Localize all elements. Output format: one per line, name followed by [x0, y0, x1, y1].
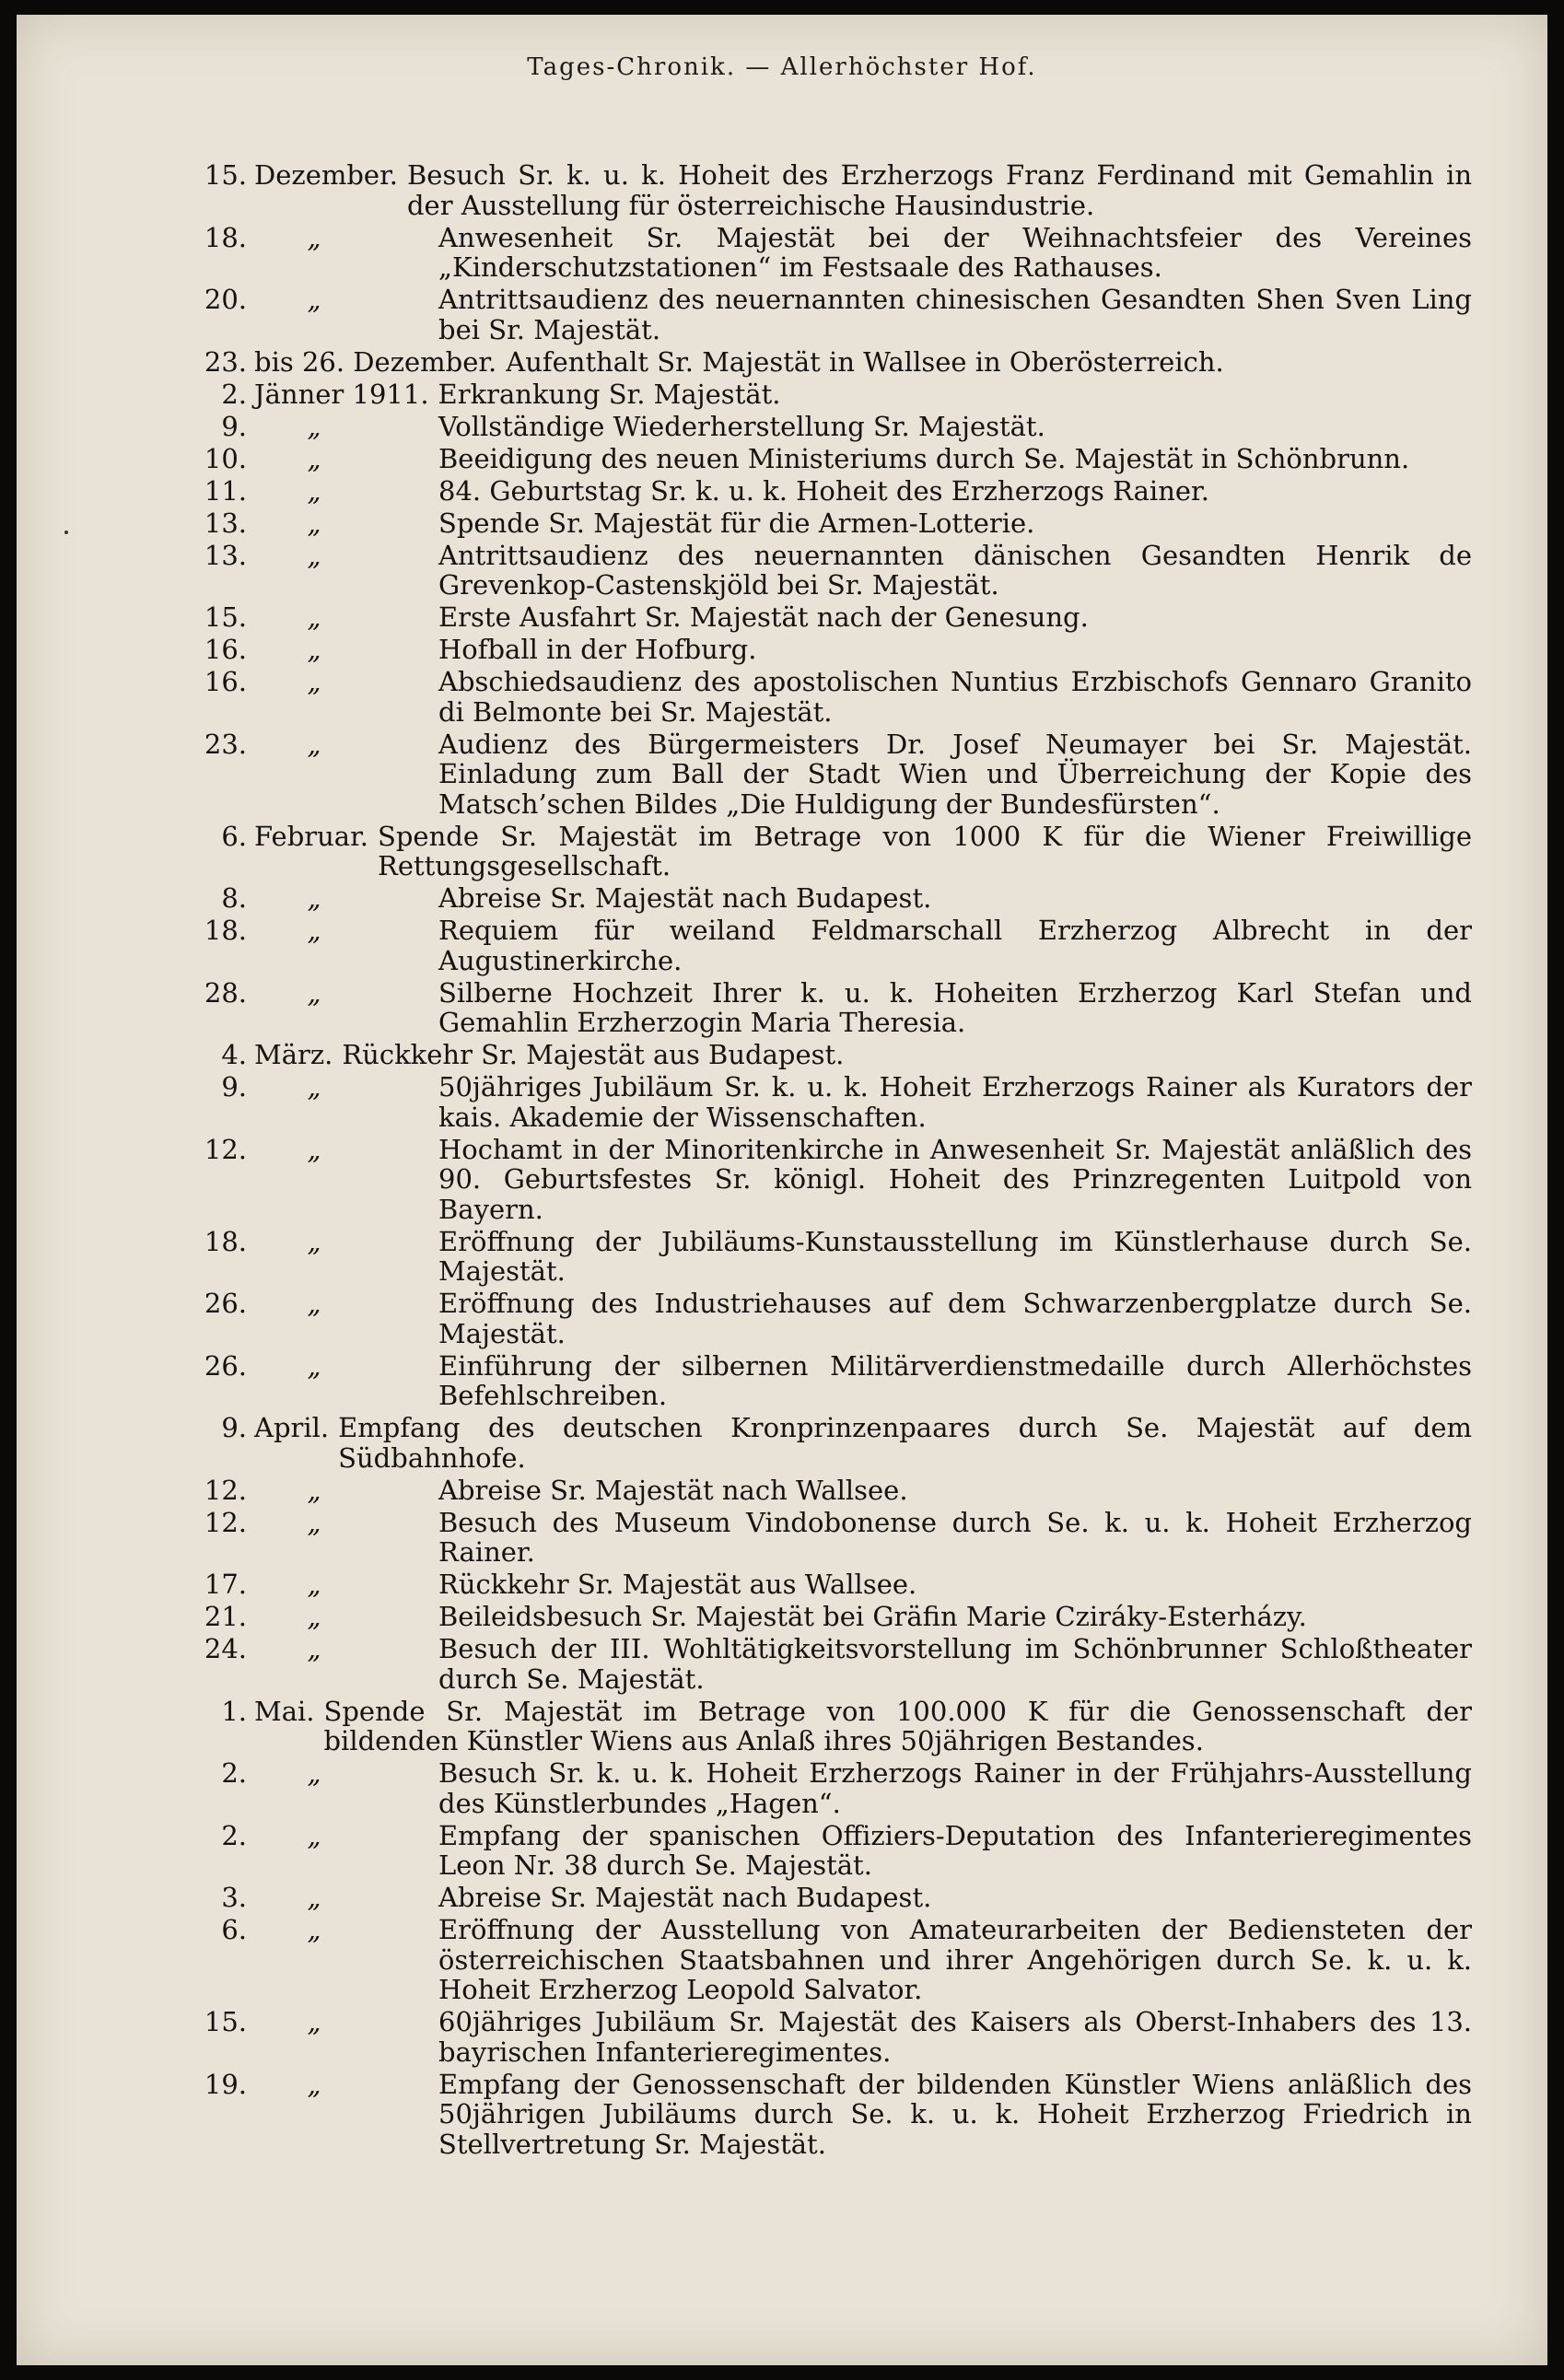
chronicle-entry [201, 1821, 1472, 1881]
entry-text: Spende Sr. Majestät im Betrage von 100.000 K für die Genossenschaft der bildenden Künstler Wiens aus Anlaß ihres 50jährigen Bestandes. [323, 1695, 1472, 1756]
chronicle-entry [201, 1508, 1472, 1568]
ditto-mark: „ [307, 1914, 321, 1945]
entry-text: Eröffnung der Ausstellung von Amateurarbeiten der Bediensteten der österreichischen Staatsbahnen und ihrer Angehörigen durch Se. k. u. k. Hoheit Erzherzog Leopold Salvator. [438, 1914, 1472, 2005]
entry-text: Empfang des deutschen Kronprinzenpaares durch Se. Majestät auf dem Südbahnhofe. [338, 1412, 1472, 1474]
ditto-mark: „ [307, 728, 321, 760]
chronicle-entry [201, 1883, 1472, 1913]
entry-date [201, 508, 438, 539]
chronicle-entry [201, 476, 1472, 507]
chronicle-entry [201, 160, 1472, 220]
entry-text: Eröffnung der Jubiläums-Kunstausstellung im Künstlerhause durch Se. Majestät. [438, 1225, 1472, 1287]
entry-day: 20. [204, 284, 247, 315]
entry-date [201, 444, 438, 474]
ditto-mark: „ [307, 1882, 321, 1913]
ditto-mark: „ [307, 1506, 321, 1538]
entry-day: 19. [204, 2068, 247, 2100]
entry-day: 15. [204, 159, 247, 191]
entry-date [201, 1040, 342, 1070]
chronicle-entry [201, 1072, 1472, 1132]
chronicle-entry [201, 822, 1472, 881]
entry-date [201, 347, 506, 378]
entry-day: 9. [221, 410, 247, 442]
entry-day: 18. [204, 1225, 247, 1257]
document-page [17, 15, 1547, 2365]
ditto-mark: „ [307, 1757, 321, 1789]
entry-text: Eröffnung des Industriehauses auf dem Schwarzenbergplatze durch Se. Majestät. [438, 1288, 1472, 1349]
entry-day: 13. [204, 539, 247, 571]
running-head: Tages-Chronik. — Allerhöchster Hof. [527, 53, 1037, 81]
entry-month: April. [254, 1412, 330, 1443]
entry-text: 84. Geburtstag Sr. k. u. k. Hoheit des Erzherzogs Rainer. [438, 474, 1209, 507]
ditto-mark: „ [307, 221, 321, 253]
ditto-mark: „ [307, 1349, 321, 1382]
chronicle-entry [201, 635, 1472, 665]
entry-day: 9. [221, 1071, 247, 1102]
entry-text: Abreise Sr. Majestät nach Budapest. [438, 1882, 932, 1913]
entry-month: Februar. [254, 820, 368, 852]
entry-day: 15. [204, 601, 247, 633]
entry-day: 10. [204, 442, 247, 474]
entry-date [201, 602, 438, 633]
ditto-mark: „ [307, 2006, 321, 2037]
chronicle-entry [201, 2007, 1472, 2067]
ditto-mark: „ [307, 666, 321, 697]
entry-day: 11. [204, 474, 247, 507]
chronicle-entry [201, 602, 1472, 633]
entry-text: Silberne Hochzeit Ihrer k. u. k. Hoheiten Erzherzog Karl Stefan und Gemahlin Erzherzogin Maria Theresia. [438, 976, 1472, 1038]
ditto-mark: „ [307, 507, 321, 539]
chronicle-entry [201, 1413, 1472, 1473]
chronicle-entry [201, 1697, 1472, 1756]
ditto-mark: „ [307, 1071, 321, 1102]
entry-text: 50jähriges Jubiläum Sr. k. u. k. Hoheit Erzherzogs Rainer als Kurators der kais. Akademie der Wissenschaften. [438, 1071, 1472, 1133]
entry-text: Besuch des Museum Vindobonense durch Se. k. u. k. Hoheit Erzherzog Rainer. [438, 1506, 1472, 1568]
entry-month: Dezember. [254, 159, 398, 191]
ditto-mark: „ [307, 976, 321, 1009]
entry-date [201, 1883, 438, 1913]
entry-month: Mai. [254, 1695, 315, 1727]
chronicle-entry [201, 1351, 1472, 1411]
chronicle-entry [201, 541, 1472, 601]
entry-date [201, 667, 438, 727]
entry-text: Empfang der spanischen Offiziers-Deputation des Infanterieregimentes Leon Nr. 38 durch Se. Majestät. [438, 1819, 1472, 1881]
entry-text: Besuch Sr. k. u. k. Hoheit des Erzherzogs Franz Ferdinand mit Gemahlin in der Ausstellung für österreichische Hausindustrie. [406, 159, 1472, 221]
entry-date [201, 635, 438, 665]
entry-text: Abreise Sr. Majestät nach Budapest. [438, 882, 932, 914]
entry-text: Antrittsaudienz des neuernannten dänischen Gesandten Henrik de Grevenkop-Castenskjöld bei Sr. Majestät. [438, 539, 1472, 601]
entry-text: Hochamt in der Minoritenkirche in Anwesenheit Sr. Majestät anläßlich des 90. Geburtsfestes Sr. königl. Hoheit des Prinzregenten Luitpold von Bayern. [438, 1133, 1472, 1225]
entry-date [201, 1135, 438, 1225]
entry-day: 2. [221, 378, 247, 410]
entry-text: Rückkehr Sr. Majestät aus Budapest. [342, 1039, 845, 1070]
entry-day: 12. [204, 1474, 247, 1506]
entry-date [201, 916, 438, 975]
entry-text: Erste Ausfahrt Sr. Majestät nach der Genesung. [438, 601, 1089, 633]
entry-text: Vollständige Wiederherstellung Sr. Majestät. [438, 410, 1045, 442]
entry-day: 16. [204, 666, 247, 697]
entry-date [201, 379, 438, 410]
entry-text: Beileidsbesuch Sr. Majestät bei Gräfin Marie Cziráky-Esterházy. [438, 1601, 1307, 1632]
entry-day: 6. [221, 1914, 247, 1945]
entry-date [201, 729, 438, 820]
entry-date [201, 1569, 438, 1600]
entry-day: 18. [204, 221, 247, 253]
entry-date [201, 541, 438, 601]
entry-text: Audienz des Bürgermeisters Dr. Josef Neumayer bei Sr. Majestät. Einladung zum Ball der Stadt Wien und Überreichung der Kopie des Matsch’schen Bildes „Die Huldigung der Bundesfürsten“. [438, 728, 1472, 820]
entry-text: Antrittsaudienz des neuernannten chinesischen Gesandten Shen Sven Ling bei Sr. Majestät. [438, 284, 1472, 345]
entry-day: 28. [204, 976, 247, 1009]
entry-date [201, 883, 438, 914]
entry-date [201, 978, 438, 1038]
entry-date [201, 285, 438, 344]
ditto-mark: „ [307, 1133, 321, 1165]
chronicle-entry [201, 1040, 1472, 1070]
entry-day: 12. [204, 1506, 247, 1538]
chronicle-entry [201, 1227, 1472, 1287]
entry-date [201, 1289, 438, 1348]
chronicle-entry [201, 347, 1472, 378]
entry-text: Erkrankung Sr. Majestät. [438, 378, 781, 410]
entry-date [201, 1413, 338, 1473]
entry-day: 18. [204, 915, 247, 946]
ditto-mark: „ [307, 2068, 321, 2100]
entry-date [201, 2007, 438, 2067]
entry-text: Aufenthalt Sr. Majestät in Wallsee in Oberösterreich. [506, 345, 1224, 378]
entry-text: Einführung der silbernen Militärverdienstmedaille durch Allerhöchstes Befehlschreiben. [438, 1349, 1472, 1411]
entry-date [201, 412, 438, 442]
entry-month: bis 26. Dezember. [254, 345, 497, 378]
ditto-mark: „ [307, 1633, 321, 1664]
chronicle-entry [201, 1915, 1472, 2005]
entry-date [201, 160, 407, 220]
ditto-mark: „ [307, 1474, 321, 1506]
entry-date [201, 822, 378, 881]
entry-text: Abschiedsaudienz des apostolischen Nuntius Erzbischofs Gennaro Granito di Belmonte bei Sr. Majestät. [438, 666, 1472, 728]
entry-text: Abreise Sr. Majestät nach Wallsee. [438, 1474, 908, 1506]
entry-date [201, 2070, 438, 2160]
chronicle-entry [201, 667, 1472, 727]
entry-text: Spende Sr. Majestät im Betrage von 1000 K für die Wiener Freiwillige Rettungsgesellschaft. [378, 820, 1472, 881]
entry-date [201, 1227, 438, 1287]
ditto-mark: „ [307, 474, 321, 507]
chronicle-entry [201, 978, 1472, 1038]
entry-text: 60jähriges Jubiläum Sr. Majestät des Kaisers als Oberst-Inhabers des 13. bayrischen Infanterieregimentes. [438, 2006, 1472, 2068]
chronicle-entry [201, 1758, 1472, 1818]
entry-date [201, 1634, 438, 1694]
speck [64, 531, 68, 534]
entry-date [201, 476, 438, 507]
entry-day: 17. [204, 1569, 247, 1600]
ditto-mark: „ [307, 601, 321, 633]
ditto-mark: „ [307, 1819, 321, 1851]
entry-day: 6. [221, 820, 247, 852]
entry-text: Besuch Sr. k. u. k. Hoheit Erzherzogs Rainer in der Frühjahrs-Ausstellung des Künstlerbundes „Hagen“. [438, 1757, 1472, 1819]
entry-day: 2. [221, 1819, 247, 1851]
entry-day: 12. [204, 1133, 247, 1165]
entry-date [201, 1508, 438, 1568]
ditto-mark: „ [307, 442, 321, 474]
chronicle-entry [201, 1634, 1472, 1694]
entry-day: 15. [204, 2006, 247, 2037]
chronicle-entry [201, 1602, 1472, 1632]
entry-day: 23. [204, 345, 247, 378]
ditto-mark: „ [307, 1569, 321, 1600]
entry-month: März. [254, 1039, 333, 1070]
entry-day: 8. [221, 882, 247, 914]
entry-day: 21. [204, 1601, 247, 1632]
ditto-mark: „ [307, 1225, 321, 1257]
chronicle-entry [201, 223, 1472, 283]
chronicle-entry [201, 1476, 1472, 1506]
chronicle-entry [201, 729, 1472, 820]
entry-text: Spende Sr. Majestät für die Armen-Lotterie. [438, 507, 1035, 539]
entry-date [201, 1476, 438, 1506]
entry-date [201, 1602, 438, 1632]
entry-date [201, 223, 438, 283]
entry-day: 26. [204, 1349, 247, 1382]
entry-day: 1. [221, 1695, 247, 1727]
chronicle-entry [201, 444, 1472, 474]
ditto-mark: „ [307, 410, 321, 442]
entry-date [201, 1758, 438, 1818]
chronicle-entry [201, 1135, 1472, 1225]
entry-day: 23. [204, 728, 247, 760]
entry-date [201, 1915, 438, 2005]
ditto-mark: „ [307, 284, 321, 315]
ditto-mark: „ [307, 1601, 321, 1632]
entry-text: Hofball in der Hofburg. [438, 634, 757, 665]
ditto-mark: „ [307, 634, 321, 665]
entry-text: Empfang der Genossenschaft der bildenden Künstler Wiens anläßlich des 50jährigen Jubiläums durch Se. k. u. k. Hoheit Erzherzog Friedrich in Stellvertretung Sr. Majestät. [438, 2068, 1472, 2160]
chronicle-entry [201, 412, 1472, 442]
entry-month: Jänner 1911. [254, 378, 429, 410]
chronicle-entry [201, 508, 1472, 539]
entry-day: 2. [221, 1757, 247, 1789]
chronicle-entry [201, 1289, 1472, 1348]
chronicle-entry [201, 883, 1472, 914]
ditto-mark: „ [307, 882, 321, 914]
entry-text: Beeidigung des neuen Ministeriums durch Se. Majestät in Schönbrunn. [438, 442, 1410, 474]
chronicle-entry [201, 1569, 1472, 1600]
chronicle-entry [201, 285, 1472, 344]
entry-date [201, 1351, 438, 1411]
chronicle-entry [201, 379, 1472, 410]
entry-day: 4. [221, 1039, 247, 1070]
entry-date [201, 1697, 323, 1756]
entry-day: 9. [221, 1412, 247, 1443]
entry-day: 26. [204, 1288, 247, 1319]
ditto-mark: „ [307, 915, 321, 946]
entry-day: 13. [204, 507, 247, 539]
entry-text: Rückkehr Sr. Majestät aus Wallsee. [438, 1569, 917, 1600]
entry-day: 3. [221, 1882, 247, 1913]
entry-day: 16. [204, 634, 247, 665]
chronicle-entry [201, 916, 1472, 975]
ditto-mark: „ [307, 1288, 321, 1319]
entry-text: Anwesenheit Sr. Majestät bei der Weihnachtsfeier des Vereines „Kinderschutzstationen“ im Festsaale des Rathauses. [438, 221, 1472, 283]
chronicle-entry [201, 2070, 1472, 2160]
entry-text: Besuch der III. Wohltätigkeitsvorstellung im Schönbrunner Schloßtheater durch Se. Majestät. [438, 1633, 1472, 1695]
entry-day: 24. [204, 1633, 247, 1664]
entry-date [201, 1821, 438, 1881]
entry-date [201, 1072, 438, 1132]
chronicle-entries [201, 160, 1472, 2162]
entry-text: Requiem für weiland Feldmarschall Erzherzog Albrecht in der Augustinerkirche. [438, 915, 1472, 976]
ditto-mark: „ [307, 539, 321, 571]
